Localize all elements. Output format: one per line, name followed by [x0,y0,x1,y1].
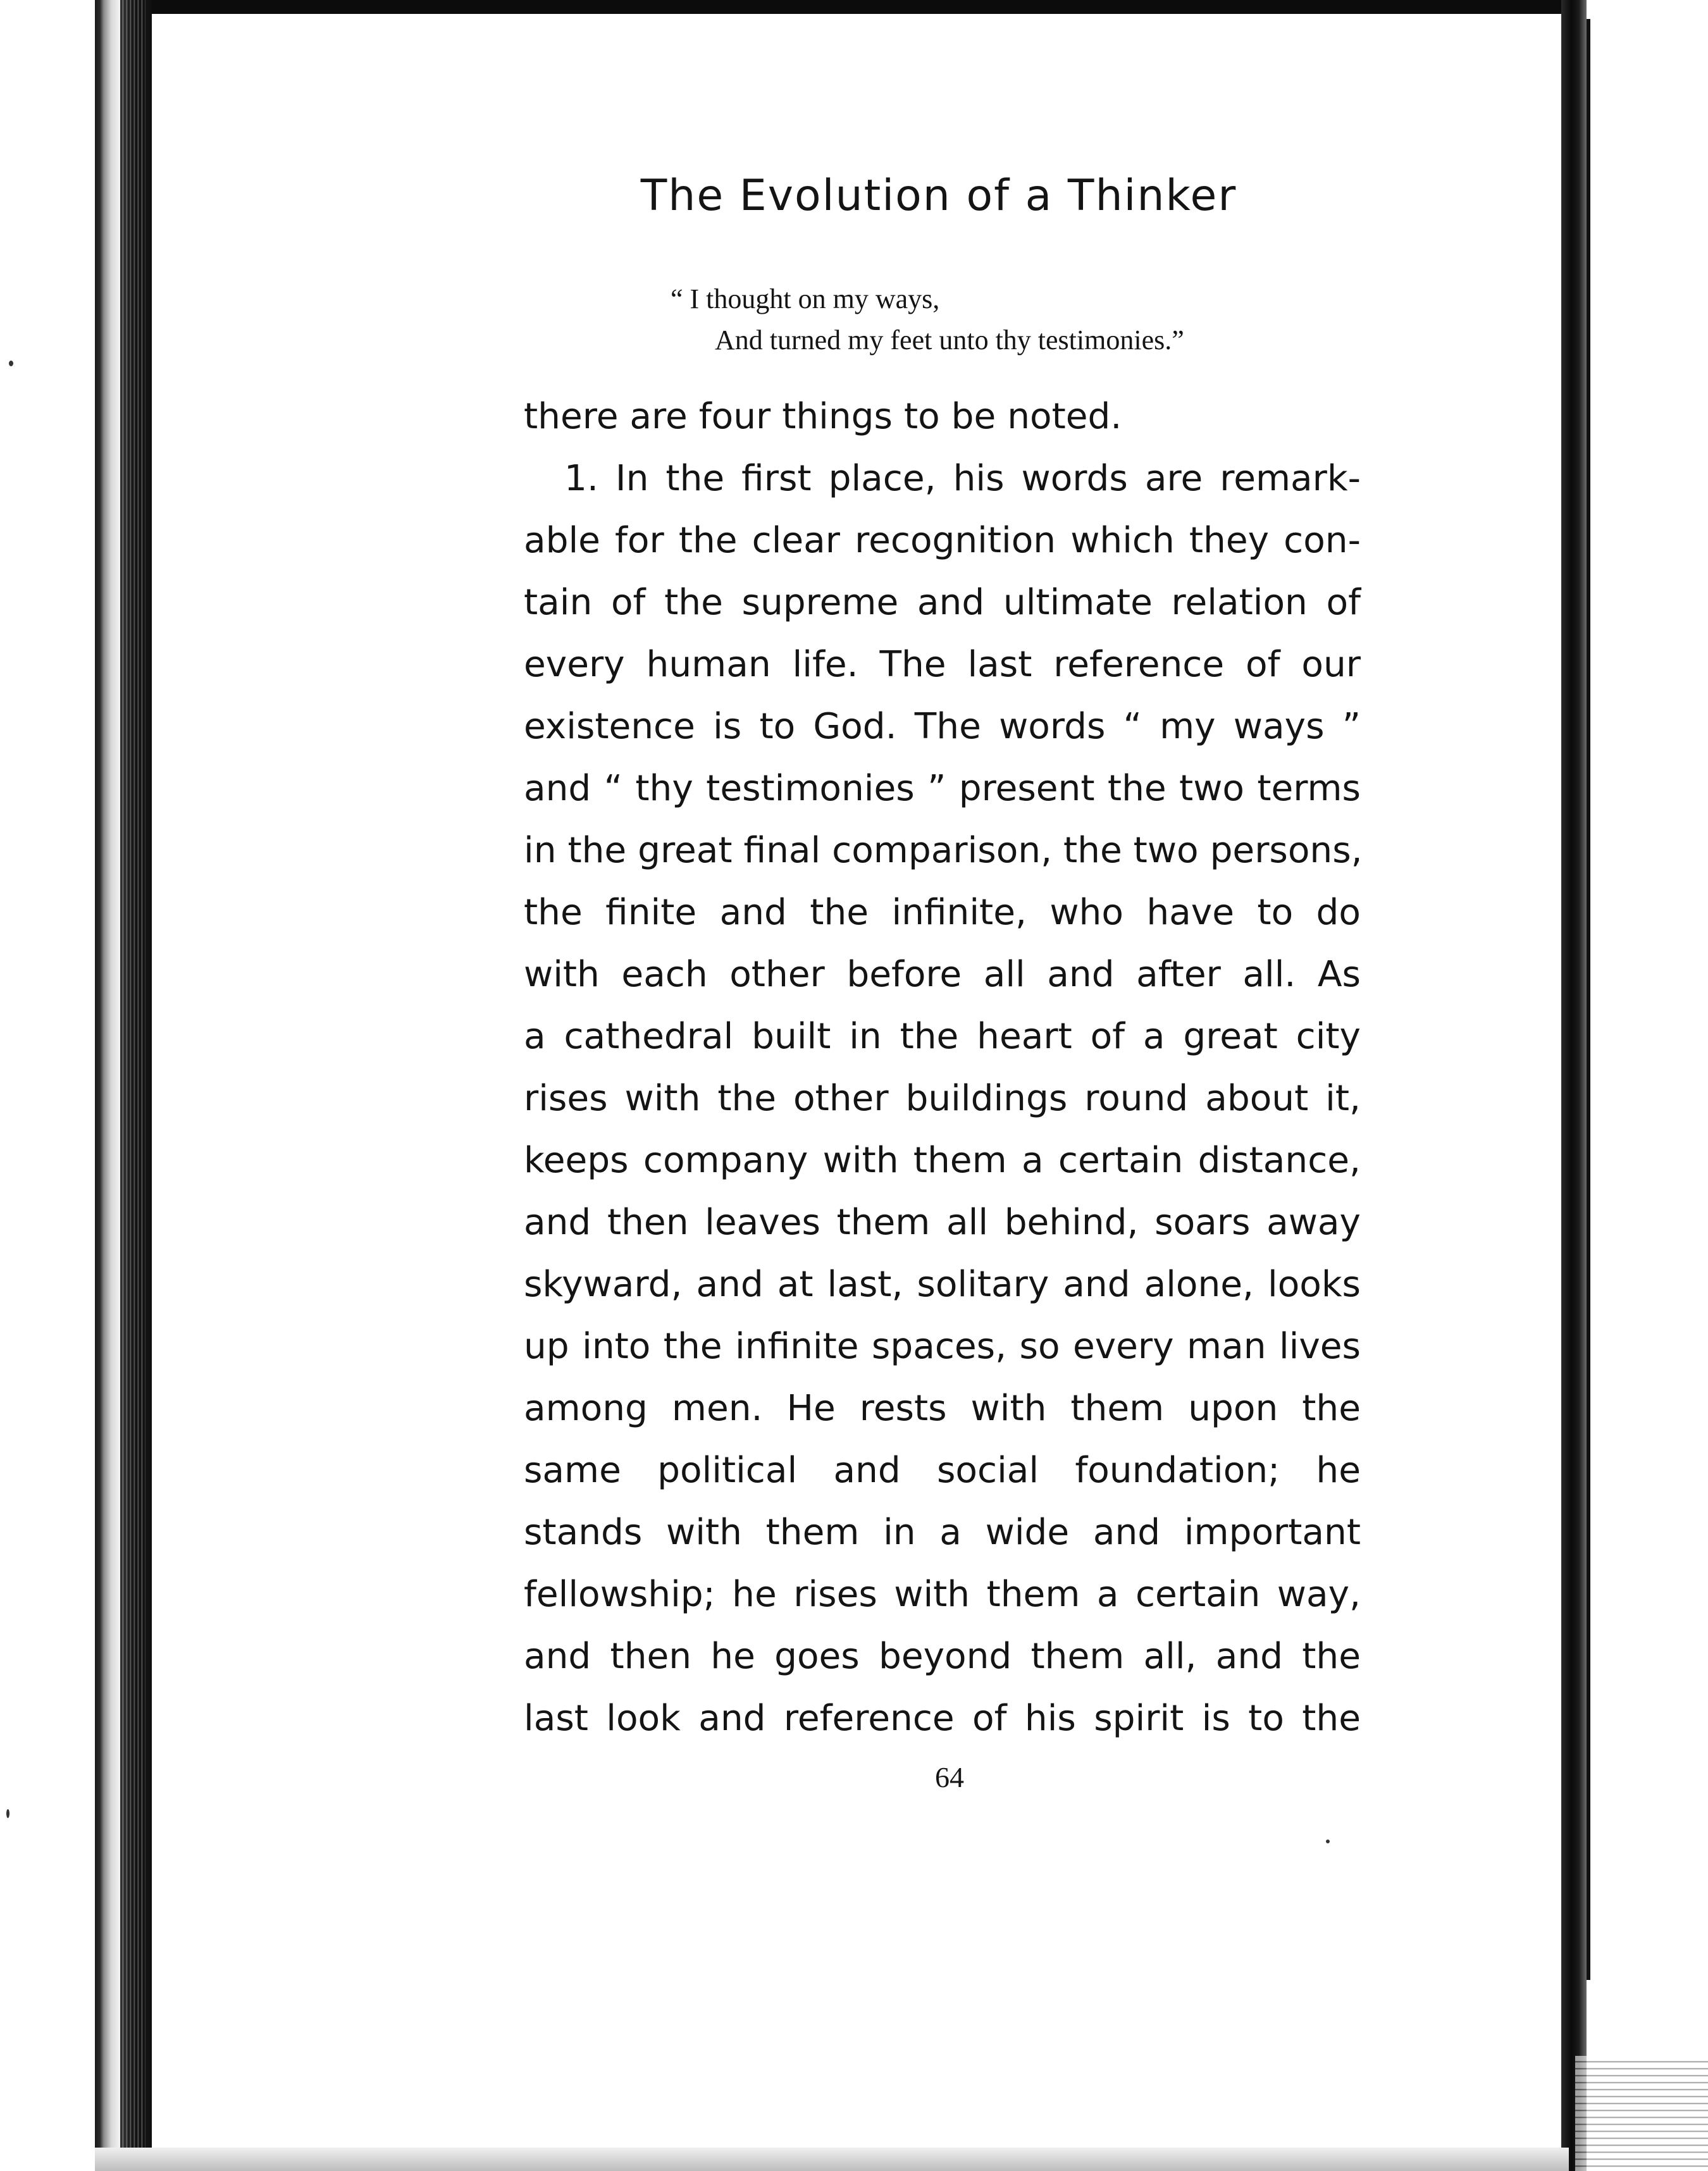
text-line: and “ thy testimonies ” present the two terms [524,768,1361,809]
running-head: The Evolution of a Thinker [640,171,1237,221]
text-line: among men. He rests with them upon the [524,1388,1361,1429]
scan-speck [1326,1840,1330,1843]
text-line: the finite and the infinite, who have to do [524,892,1361,933]
text-line: every human life. The last reference of our [524,644,1361,685]
text-line: with each other before all and after all. As [524,954,1361,995]
facing-page-edge [1587,38,1708,2171]
page-right-edge [1561,0,1587,2171]
text-line: there are four things to be noted. [524,396,1122,437]
body-text [524,386,1361,1750]
page-number: 64 [935,1761,964,1793]
scan-speck [9,361,13,366]
text-line: 1. In the first place, his words are remark- [564,458,1361,499]
text-line: tain of the supreme and ultimate relation of [524,582,1361,623]
text-line: last look and reference of his spirit is to the [524,1698,1361,1739]
text-line: and then he goes beyond them all, and the [524,1636,1361,1677]
page-top-edge [95,0,1569,14]
page-bottom-shadow [95,2148,1569,2171]
facing-page-border [1587,19,1590,1980]
text-line: existence is to God. The words “ my ways ” [524,706,1361,747]
text-line: up into the infinite spaces, so every man lives [524,1326,1361,1367]
text-line: rises with the other buildings round about it, [524,1078,1361,1119]
text-line: and then leaves them all behind, soars away [524,1202,1361,1243]
epigraph-line: And turned my feet unto thy testimonies.” [715,325,1184,356]
text-line: fellowship; he rises with them a certain way, [524,1574,1361,1615]
text-line: stands with them in a wide and important [524,1512,1361,1553]
facing-page-stack [1575,2056,1708,2171]
text-line: skyward, and at last, solitary and alone, looks [524,1264,1361,1305]
text-line: in the great final comparison, the two persons, [524,830,1363,871]
epigraph-line: “ I thought on my ways, [671,283,940,314]
text-line: able for the clear recognition which they con- [524,520,1361,561]
text-line: keeps company with them a certain distance, [524,1140,1361,1181]
book-page-stack [120,0,145,2171]
epigraph [671,278,1184,361]
scan-speck [6,1809,9,1818]
text-line: a cathedral built in the heart of a great city [524,1016,1361,1057]
text-line: same political and social foundation; he [524,1450,1361,1491]
